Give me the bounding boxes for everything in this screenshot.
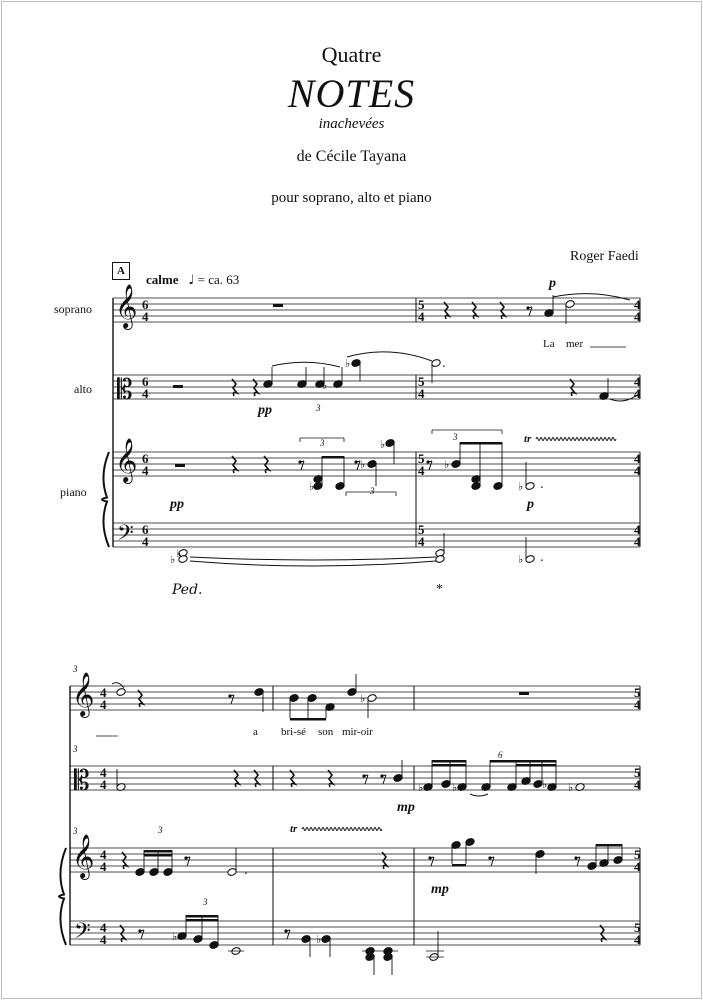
- flat-sign: ♭: [568, 781, 574, 794]
- beam: [490, 760, 556, 763]
- flat-sign: ♭: [444, 458, 450, 471]
- author-line: de Cécile Tayana: [296, 148, 407, 165]
- measure-number: 3: [73, 664, 78, 674]
- instrument-label-alto: alto: [74, 382, 92, 396]
- flat-sign: ♭: [518, 553, 524, 566]
- quarter-rest: [570, 379, 575, 396]
- lyric-syllable: La: [543, 338, 555, 350]
- flat-sign: ♭: [360, 692, 366, 705]
- tempo-word: calme: [146, 272, 179, 287]
- slur: [190, 557, 436, 560]
- flat-sign: ♭: [380, 438, 386, 451]
- beam: [596, 844, 622, 847]
- time-signature-numerator: 4: [634, 522, 641, 537]
- flat-sign: ♭: [322, 379, 328, 392]
- flat-sign: ♭: [172, 930, 178, 943]
- time-signature-denominator: 4: [100, 932, 107, 947]
- time-signature-numerator: 6: [142, 374, 149, 389]
- lyric-syllable: bri-sé: [281, 726, 307, 738]
- bass-clef: 𝄢: [117, 521, 134, 551]
- time-signature-denominator: 4: [418, 463, 425, 478]
- quarter-rest: [444, 302, 449, 319]
- time-signature-denominator: 4: [634, 859, 641, 874]
- beam: [432, 760, 466, 763]
- trill-line: [302, 828, 382, 831]
- lyric-syllable: mer: [566, 338, 584, 350]
- time-signature-numerator: 6: [142, 451, 149, 466]
- treble-clef: 𝄞: [72, 672, 95, 716]
- time-signature-denominator: 4: [100, 859, 107, 874]
- beam: [290, 718, 326, 721]
- flat-sign: ♭: [309, 480, 315, 493]
- time-signature-numerator: 5: [418, 451, 425, 466]
- time-signature-denominator: 4: [142, 463, 149, 478]
- tuplet-number: 3: [158, 825, 163, 835]
- alto-clef: 𝄡: [74, 764, 90, 797]
- time-signature-numerator: 5: [634, 847, 641, 862]
- treble-clef: 𝄞: [115, 438, 138, 482]
- slur: [470, 794, 488, 796]
- tuplet-number: 3: [203, 897, 208, 907]
- flat-sign: ♭: [345, 357, 351, 370]
- time-signature-numerator: 4: [100, 765, 107, 780]
- lyric-syllable: mir-oir: [342, 726, 373, 738]
- time-signature-numerator: 5: [634, 765, 641, 780]
- dynamic-marking: mp: [431, 882, 449, 897]
- quarter-rest: [232, 456, 237, 473]
- time-signature-denominator: 4: [634, 932, 641, 947]
- time-signature-numerator: 5: [634, 685, 641, 700]
- beam: [186, 919, 218, 922]
- quarter-rest: [234, 770, 239, 787]
- dynamic-marking: pp: [258, 403, 272, 418]
- note-head: [116, 688, 126, 697]
- time-signature-denominator: 4: [100, 697, 107, 712]
- quarter-rest: [120, 925, 125, 942]
- quarter-rest: [264, 456, 269, 473]
- time-signature-numerator: 5: [418, 522, 425, 537]
- quarter-rest: [600, 925, 605, 942]
- time-signature-numerator: 5: [418, 374, 425, 389]
- dot: .: [442, 356, 446, 370]
- time-signature-denominator: 4: [142, 534, 149, 549]
- title-line-3: inachevées: [318, 116, 385, 132]
- dot: .: [540, 550, 544, 564]
- whole-rest: [173, 385, 183, 388]
- time-signature-numerator: 4: [100, 847, 107, 862]
- time-signature-numerator: 6: [142, 297, 149, 312]
- alto-clef: 𝄡: [117, 373, 133, 406]
- flat-sign: ♭: [360, 458, 366, 471]
- title-line-2: NOTES: [287, 71, 416, 116]
- time-signature-numerator: 5: [418, 297, 425, 312]
- piano-brace: [59, 848, 66, 945]
- time-signature-denominator: 4: [634, 697, 641, 712]
- tuplet-number: 3: [316, 403, 321, 413]
- instrument-label-soprano: soprano: [54, 302, 92, 316]
- time-signature-denominator: 4: [418, 386, 425, 401]
- quarter-rest: [138, 690, 143, 707]
- quarter-rest: [253, 379, 258, 396]
- time-signature-denominator: 4: [634, 777, 641, 792]
- beam: [516, 764, 556, 767]
- tuplet-number: 6: [498, 750, 503, 760]
- time-signature-denominator: 4: [634, 534, 641, 549]
- trill-mark: tr: [290, 823, 298, 835]
- time-signature-numerator: 6: [142, 522, 149, 537]
- tempo-value: = ca. 63: [197, 272, 240, 287]
- flat-sign: ♭: [518, 480, 524, 493]
- time-signature-denominator: 4: [100, 777, 107, 792]
- quarter-rest: [232, 379, 237, 396]
- time-signature-denominator: 4: [142, 309, 149, 324]
- whole-rest: [175, 464, 185, 467]
- tuplet-number: 3: [370, 486, 375, 496]
- dynamic-marking: mp: [397, 800, 415, 815]
- slur: [112, 683, 124, 688]
- title-line-1: Quatre: [321, 42, 382, 67]
- time-signature-numerator: 4: [634, 297, 641, 312]
- quarter-rest: [122, 852, 127, 869]
- time-signature-denominator: 4: [634, 463, 641, 478]
- flat-sign: ♭: [418, 781, 424, 794]
- dynamic-marking: pp: [170, 497, 184, 512]
- lyric-syllable: a: [253, 726, 258, 738]
- time-signature-numerator: 4: [634, 374, 641, 389]
- dynamic-marking: p: [549, 276, 556, 291]
- flat-sign: ♭: [542, 778, 548, 791]
- beam: [144, 854, 172, 857]
- instrumentation-line: pour soprano, alto et piano: [271, 190, 432, 206]
- time-signature-numerator: 4: [634, 451, 641, 466]
- time-signature-denominator: 4: [418, 309, 425, 324]
- dot: .: [540, 477, 544, 491]
- rehearsal-mark: A: [112, 262, 130, 280]
- beam: [452, 864, 466, 867]
- quarter-rest: [290, 770, 295, 787]
- time-signature-numerator: 4: [100, 685, 107, 700]
- beam: [144, 850, 172, 853]
- dynamic-marking: p: [527, 497, 534, 512]
- pedal-mark: Ped.: [172, 582, 203, 598]
- lyric-syllable: son: [318, 726, 334, 738]
- slur: [347, 352, 432, 361]
- time-signature-denominator: 4: [142, 386, 149, 401]
- quarter-rest: [328, 770, 333, 787]
- beam: [460, 442, 502, 445]
- slur: [190, 561, 436, 566]
- beam: [432, 764, 466, 767]
- quarter-rest: [254, 770, 259, 787]
- trill-mark: tr: [524, 433, 532, 445]
- composer-name: Roger Faedi: [570, 249, 639, 264]
- flat-sign: ♭: [452, 781, 458, 794]
- dot: .: [244, 863, 248, 877]
- bass-clef: 𝄢: [74, 919, 91, 949]
- piano-brace: [102, 452, 109, 547]
- quarter-rest: [472, 302, 477, 319]
- treble-clef: 𝄞: [115, 284, 138, 328]
- beam: [186, 915, 218, 918]
- treble-clef: 𝄞: [72, 834, 95, 878]
- quarter-note-icon: ♩: [188, 273, 195, 288]
- quarter-rest: [382, 852, 387, 869]
- trill-line: [536, 438, 616, 441]
- instrument-label-piano: piano: [60, 485, 87, 499]
- flat-sign: ♭: [176, 547, 182, 560]
- flat-sign: ♭: [316, 933, 322, 946]
- whole-rest: [519, 692, 529, 695]
- time-signature-denominator: 4: [634, 309, 641, 324]
- time-signature-numerator: 5: [634, 920, 641, 935]
- slur: [272, 362, 340, 367]
- flat-sign: ♭: [170, 553, 176, 566]
- tuplet-number: 3: [320, 438, 325, 448]
- whole-rest: [273, 304, 283, 307]
- quarter-rest: [500, 302, 505, 319]
- tuplet-number: 3: [453, 432, 458, 442]
- pedal-release-mark: *: [436, 582, 443, 597]
- measure-number: 3: [73, 744, 78, 754]
- time-signature-numerator: 4: [100, 920, 107, 935]
- time-signature-denominator: 4: [634, 386, 641, 401]
- beam: [322, 456, 344, 459]
- slur: [553, 294, 630, 300]
- time-signature-denominator: 4: [418, 534, 425, 549]
- measure-number: 3: [73, 826, 78, 836]
